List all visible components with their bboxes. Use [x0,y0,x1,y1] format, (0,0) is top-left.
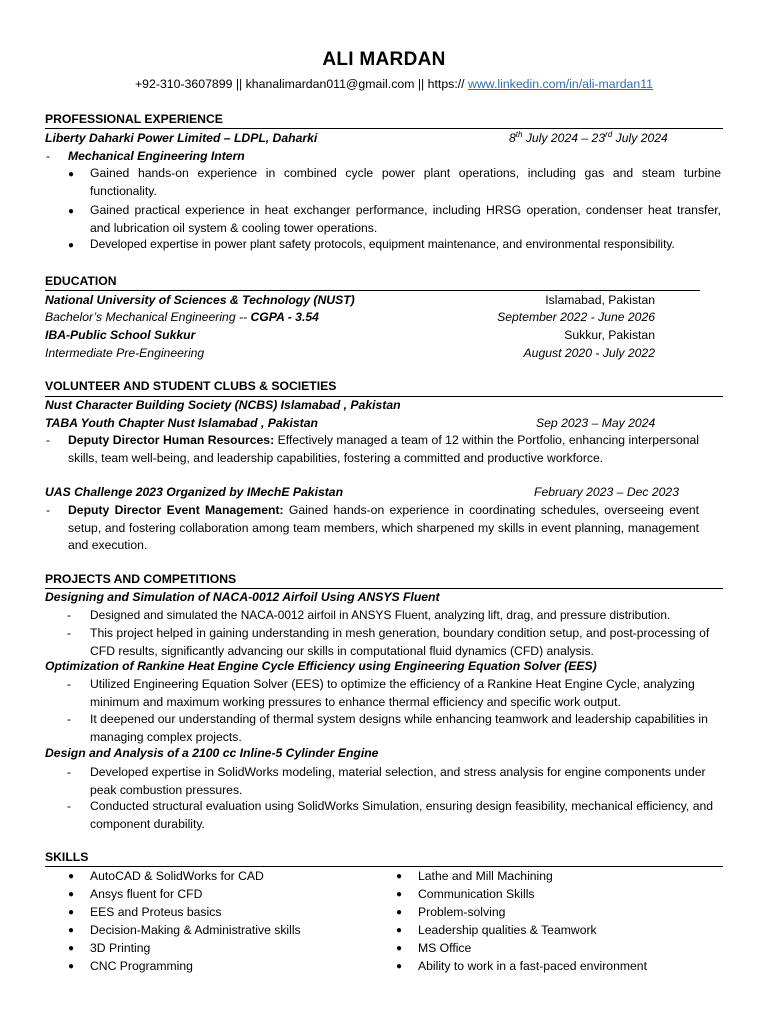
skill-item: ● AutoCAD & SolidWorks for CAD [68,869,264,883]
organization-dates: February 2023 – Dec 2023 [534,485,679,499]
degree: Intermediate Pre-Engineering [45,346,205,360]
skills-left-column [68,868,301,976]
project-title: Design and Analysis of a 2100 cc Inline-5 Cylinder Engine [45,746,379,760]
resume-name: ALI MARDAN [322,49,446,70]
skill-item: ● Communication Skills [396,887,535,901]
organization-dates: Sep 2023 – May 2024 [536,416,656,430]
project-title: Optimization of Rankine Heat Engine Cycle Efficiency using Engineering Equation Solver (EES) [45,659,597,673]
dash-marker: - [67,712,72,726]
experience-dates: 8th July 2024 – 23rd July 2024 [509,129,668,145]
skill-item: ● Ability to work in a fast-paced environment [396,959,647,973]
degree-dates: September 2022 - June 2026 [497,310,655,324]
section-heading-experience: PROFESSIONAL EXPERIENCE [45,112,223,126]
cgpa: CGPA - 3.54 [250,310,319,324]
dash-marker: - [46,503,51,517]
section-heading-projects: PROJECTS AND COMPETITIONS [45,572,237,586]
project-point: Designed and simulated the NACA-0012 airfoil in ANSYS Fluent, analyzing lift, drag, and pressure distribution. [90,608,671,622]
experience-bullet: Gained practical experience in heat exchanger performance, including HRSG operation, condenser heat transfer, and lubrication oil system & cooling tower operations. [90,203,721,235]
project-point: It deepened our understanding of thermal system designs while enhancing teamwork and leadership capabilities in managing complex projects. [90,712,708,744]
contact-info: +92-310-3607899 || khanalimardan011@gmail.com || https:// [135,77,465,91]
bullet-marker: ● [68,169,75,180]
job-role: Mechanical Engineering Intern [68,149,245,163]
dash-marker: - [67,608,72,622]
contact-line [0,75,768,93]
school-name: National University of Sciences & Technology (NUST) [45,293,355,307]
experience-bullet: Gained hands-on experience in combined cycle power plant operations, including gas and steam turbine functionality. [90,166,721,198]
organization-name: Nust Character Building Society (NCBS) Islamabad , Pakistan [45,398,401,412]
skill-item: ● Problem-solving [396,905,506,919]
section-heading-education: EDUCATION [45,274,117,288]
section-divider [45,290,700,291]
skill-item: ● Decision-Making & Administrative skills [68,923,301,937]
organization-name: UAS Challenge 2023 Organized by IMechE Pakistan [45,485,344,499]
section-heading-volunteer: VOLUNTEER AND STUDENT CLUBS & SOCIETIES [45,379,337,393]
skill-item: ● EES and Proteus basics [68,905,222,919]
project-point: Developed expertise in SolidWorks modeling, material selection, and stress analysis for engine components under peak combustion pressures. [90,765,706,797]
bullet-marker: ● [68,206,75,217]
dash-marker: - [46,433,51,447]
dash-marker: - [67,677,72,691]
skill-item: ● MS Office [396,941,472,955]
volunteer-role-description: Deputy Director Human Resources: Effectively managed a team of 12 within the Portfolio, enhancing interpersonal skills, team well-being, and leadership capabilities, fostering a committed and productive workforce. [68,433,699,465]
dash-marker: - [67,626,72,640]
skill-item: ● CNC Programming [68,959,193,973]
dash-marker: - [67,799,72,813]
section-heading-skills: SKILLS [45,850,89,864]
school-name: IBA-Public School Sukkur [45,328,196,342]
skill-item: ● Leadership qualities & Teamwork [396,923,597,937]
experience-bullet: Developed expertise in power plant safety protocols, equipment maintenance, and environmental responsibility. [90,237,675,251]
volunteer-role-title: Deputy Director Human Resources: [68,433,275,447]
bullet-marker: ● [68,240,75,251]
degree-dates: August 2020 - July 2022 [523,346,655,360]
school-location: Islamabad, Pakistan [545,293,655,307]
skill-item: ● Ansys fluent for CFD [68,887,203,901]
company-name: Liberty Daharki Power Limited – LDPL, Daharki [45,131,318,145]
degree: Bachelor’s Mechanical Engineering -- CGPA - 3.54 [45,310,319,324]
skill-item: ● Lathe and Mill Machining [396,869,553,883]
dash-marker: - [46,149,51,163]
organization-name: TABA Youth Chapter Nust Islamabad , Pakistan [45,416,318,430]
project-title: Designing and Simulation of NACA-0012 Airfoil Using ANSYS Fluent [45,590,440,604]
volunteer-role-title: Deputy Director Event Management: [68,503,284,517]
dash-marker: - [67,765,72,779]
volunteer-role-description: Deputy Director Event Management: Gained hands-on experience in coordinating schedules, overseeing event setup, and fostering collaboration among team members, which sharpened my skills in event planning, management and execution. [68,503,700,552]
linkedin-link[interactable]: www.linkedin.com/in/ali-mardan11 [468,77,653,91]
section-divider [45,866,723,867]
project-point: This project helped in gaining understanding in mesh generation, boundary condition setup, and post-processing of CFD results, significantly advancing our skills in computational fluid dynamics (CFD) analysis. [90,626,710,658]
school-location: Sukkur, Pakistan [564,328,655,342]
section-divider [45,128,723,129]
skill-item: ● 3D Printing [68,941,151,955]
project-point: Conducted structural evaluation using SolidWorks Simulation, ensuring design feasibility, mechanical efficiency, and component durability. [90,799,714,831]
project-point: Utilized Engineering Equation Solver (EES) to optimize the efficiency of a Rankine Heat Engine Cycle, analyzing minimum and maximum working pressures to enhance thermal efficiency and specific work output. [90,677,695,709]
skills-right-column [396,868,647,976]
